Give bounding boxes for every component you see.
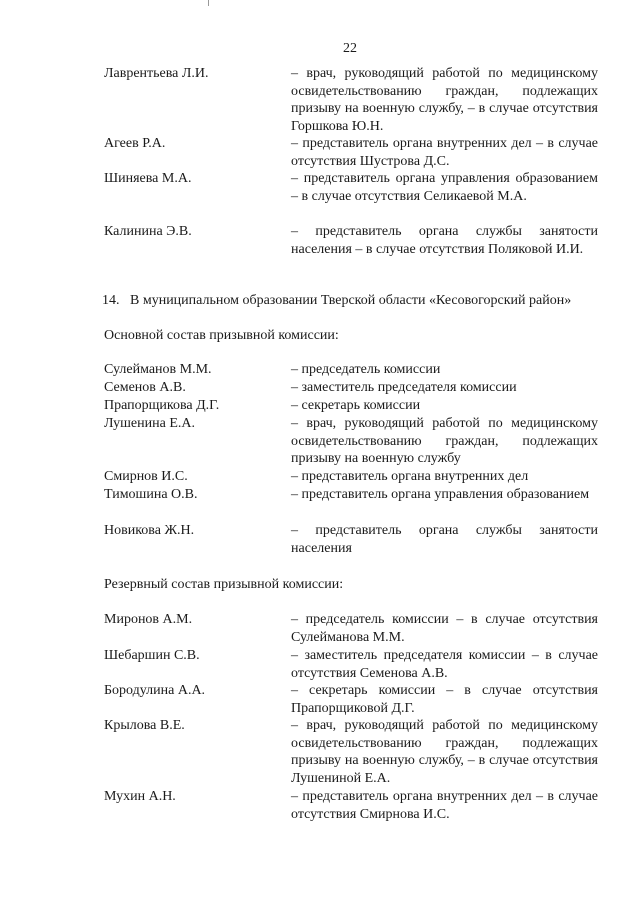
member-role: – представитель органа управления образованием [291, 487, 590, 502]
member-role: – представитель органа внутренних дел – в случае отсутствия Смирнова И.С. [291, 789, 598, 822]
member-name: Шиняева М.А. [104, 171, 192, 186]
main-composition-heading: Основной состав призывной комиссии: [104, 328, 339, 343]
member-name: Агеев Р.А. [104, 136, 166, 151]
member-role: – представитель органа внутренних дел – в случае отсутствия Шустрова Д.С. [291, 136, 598, 169]
member-name: Лушенина Е.А. [104, 416, 195, 431]
member-name: Лаврентьева Л.И. [104, 66, 209, 81]
member-role: – представитель органа службы занятости населения – в случае отсутствия Поляковой И.И. [291, 224, 598, 257]
member-name: Мухин А.Н. [104, 789, 176, 804]
member-name: Сулейманов М.М. [104, 362, 212, 377]
member-role: – председатель комиссии [291, 362, 441, 377]
member-role: – врач, руководящий работой по медицинскому освидетельствованию граждан, подлежащих призыву на военную службу, – в случае отсутствия Лушениной Е.А. [291, 718, 598, 786]
member-name: Прапорщикова Д.Г. [104, 398, 220, 413]
member-role: – секретарь комиссии – в случае отсутствия Прапорщиковой Д.Г. [291, 683, 598, 716]
member-role: – председатель комиссии – в случае отсутствия Сулейманова М.М. [291, 612, 598, 645]
member-name: Семенов А.В. [104, 380, 186, 395]
section-heading [102, 292, 571, 310]
member-role: – врач, руководящий работой по медицинскому освидетельствованию граждан, подлежащих призыву на военную службу [291, 416, 598, 466]
member-name: Бородулина А.А. [104, 683, 206, 698]
member-role: – заместитель председателя комиссии – в случае отсутствия Семенова А.В. [291, 648, 598, 681]
member-role: – представитель органа службы занятости населения [291, 523, 598, 556]
member-role: – представитель органа управления образованием – в случае отсутствия Селикаевой М.А. [291, 171, 598, 204]
member-name: Новикова Ж.Н. [104, 523, 195, 538]
scan-mark [208, 0, 209, 6]
reserve-composition-heading: Резервный состав призывной комиссии: [104, 577, 344, 592]
member-name: Шебаршин С.В. [104, 648, 200, 663]
member-role: – врач, руководящий работой по медицинскому освидетельствованию граждан, подлежащих призыву на военную службу, – в случае отсутствия Горшкова Ю.Н. [291, 66, 598, 134]
member-name: Крылова В.Е. [104, 718, 185, 733]
member-name: Тимошина О.В. [104, 487, 198, 502]
member-role: – представитель органа внутренних дел [291, 469, 529, 484]
member-role: – секретарь комиссии [291, 398, 421, 413]
member-name: Калинина Э.В. [104, 224, 192, 239]
member-name: Смирнов И.С. [104, 469, 188, 484]
member-name: Миронов А.М. [104, 612, 193, 627]
section-number: 14. [102, 293, 120, 308]
member-role: – заместитель председателя комиссии [291, 380, 517, 395]
section-title: В муниципальном образовании Тверской области «Кесовогорский район» [130, 293, 572, 308]
page-number: 22 [343, 41, 357, 56]
